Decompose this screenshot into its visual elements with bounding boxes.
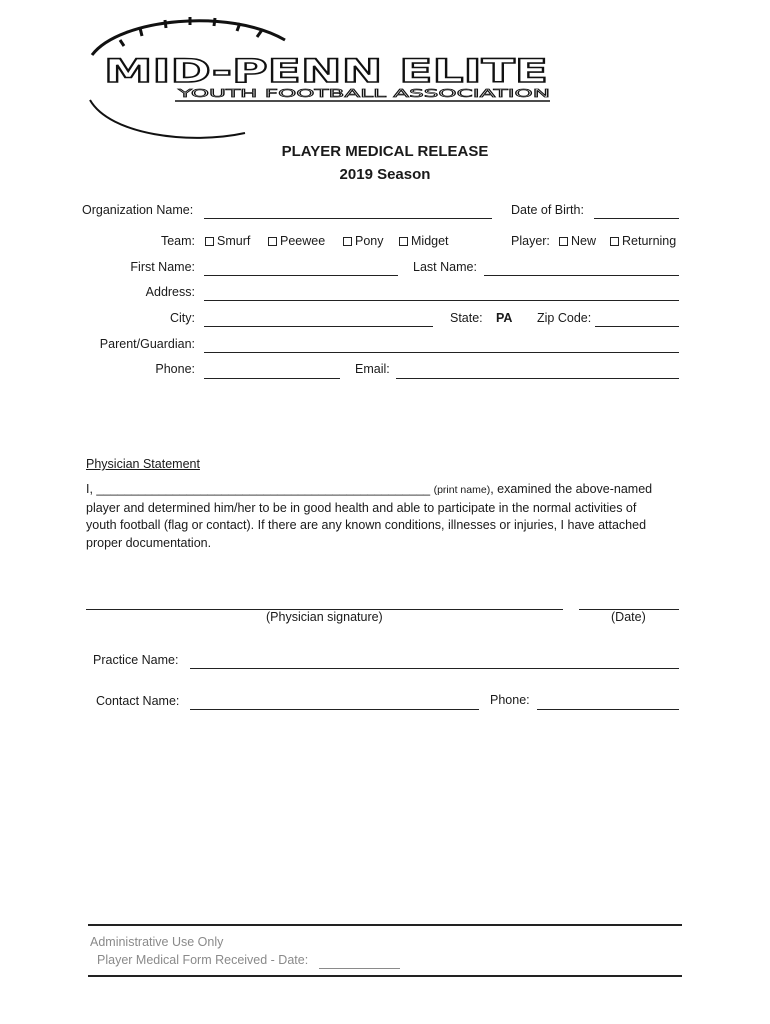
admin-date-field[interactable] — [319, 968, 400, 969]
contact-phone-field[interactable] — [537, 709, 679, 710]
team-option-smurf[interactable]: Smurf — [205, 234, 250, 248]
contact-label: Contact Name: — [96, 694, 180, 708]
last-name-label: Last Name: — [413, 260, 477, 274]
state-label: State: — [450, 311, 483, 325]
email-label: Email: — [355, 362, 390, 376]
zip-label: Zip Code: — [537, 311, 592, 325]
page-subtitle: 2019 Season — [339, 166, 431, 183]
first-name-field[interactable] — [204, 275, 398, 276]
player-option-returning[interactable]: Returning — [610, 234, 676, 248]
email-field[interactable] — [396, 378, 679, 379]
player-option-new[interactable]: New — [559, 234, 596, 248]
logo-sub-text: YOUTH FOOTBALL ASSOCIATION — [175, 87, 550, 100]
checkbox-icon — [399, 237, 408, 246]
address-label: Address: — [145, 285, 195, 299]
team-option-pony[interactable]: Pony — [343, 234, 384, 248]
phone-label: Phone: — [155, 362, 195, 376]
guardian-label: Parent/Guardian: — [99, 337, 195, 351]
checkbox-icon — [205, 237, 214, 246]
phone-field[interactable] — [204, 378, 340, 379]
team-option-peewee[interactable]: Peewee — [268, 234, 325, 248]
practice-field[interactable] — [190, 668, 679, 669]
print-name-hint: (print name) — [433, 484, 491, 496]
checkbox-icon — [610, 237, 619, 246]
admin-received-label: Player Medical Form Received - Date: — [97, 953, 309, 967]
logo — [80, 10, 560, 145]
football-logo-icon — [80, 10, 560, 145]
player-label: Player: — [511, 234, 550, 248]
checkbox-icon — [343, 237, 352, 246]
city-field[interactable] — [204, 326, 433, 327]
zip-field[interactable] — [595, 326, 679, 327]
physician-statement: I, ________________________________________________ (print name), examined the above-named player and determined him/her to be in good health and able to participate in the normal activities of youth football (flag or contact). If there are any known conditions, illnesses or injuries, I have attached proper documentation. — [86, 482, 653, 550]
admin-bottom-divider — [88, 975, 682, 977]
admin-heading: Administrative Use Only — [90, 935, 224, 949]
contact-field[interactable] — [190, 709, 479, 710]
last-name-field[interactable] — [484, 275, 679, 276]
guardian-field[interactable] — [204, 352, 679, 353]
dob-label: Date of Birth: — [511, 203, 584, 217]
contact-phone-label: Phone: — [490, 693, 530, 707]
physician-heading: Physician Statement — [86, 457, 200, 471]
page-title: PLAYER MEDICAL RELEASE — [281, 143, 489, 160]
city-label: City: — [170, 311, 195, 325]
team-option-midget[interactable]: Midget — [399, 234, 449, 248]
checkbox-icon — [268, 237, 277, 246]
organization-field[interactable] — [204, 218, 492, 219]
first-name-label: First Name: — [130, 260, 195, 274]
signature-label: (Physician signature) — [266, 610, 383, 624]
logo-main-text: MID-PENN ELITE — [104, 52, 548, 90]
checkbox-icon — [559, 237, 568, 246]
team-label: Team: — [160, 234, 195, 248]
state-value: PA — [496, 311, 513, 325]
organization-label: Organization Name: — [82, 203, 194, 217]
dob-field[interactable] — [594, 218, 679, 219]
admin-top-divider — [88, 924, 682, 926]
date-label: (Date) — [611, 610, 646, 624]
address-field[interactable] — [204, 300, 679, 301]
practice-label: Practice Name: — [93, 653, 179, 667]
